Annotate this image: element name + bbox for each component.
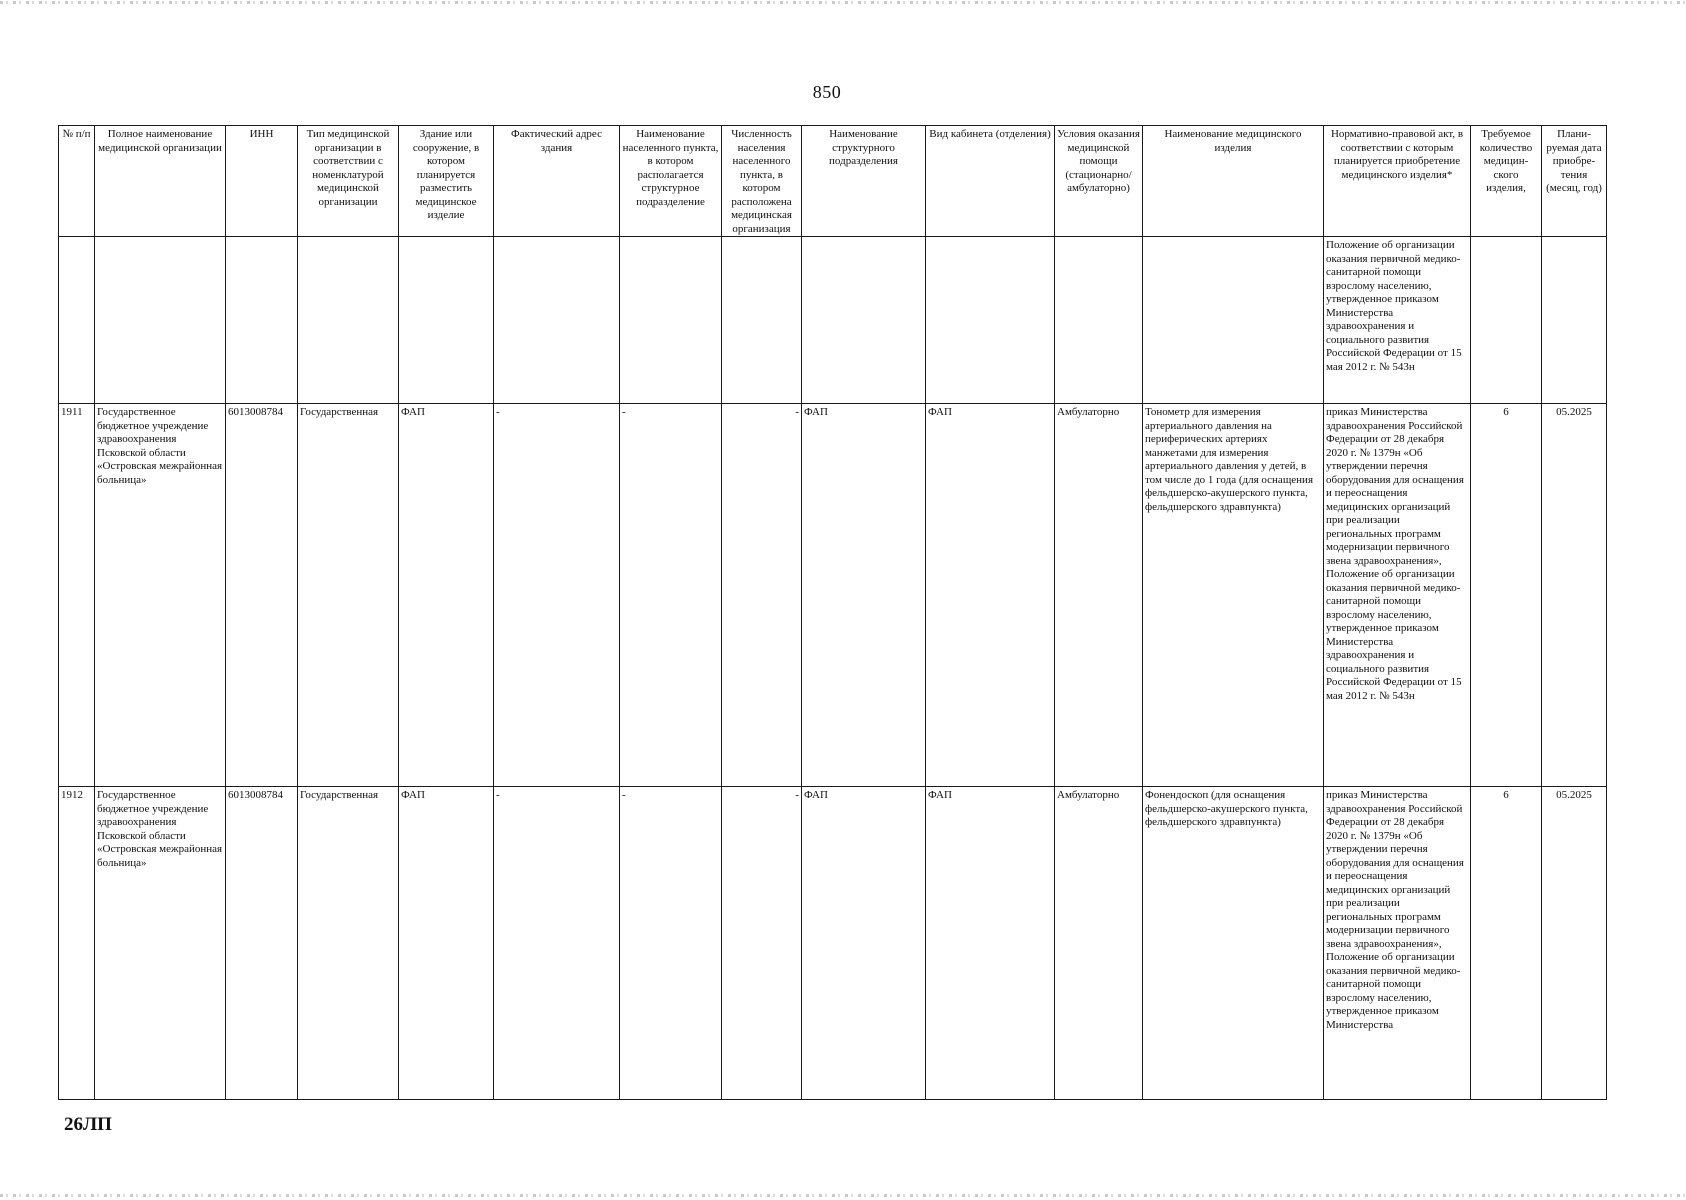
cell-org-name: Государственное бюджетное учреждение здравоохранения Псковской области «Островская межрайонная больница» <box>95 787 226 1100</box>
cell-conditions: Амбулаторно <box>1055 404 1143 787</box>
header-org-type: Тип медицинской организации в соответствии с номенклатурой медицинской организации <box>298 126 399 237</box>
table-cell <box>95 237 226 404</box>
cell-cabinet: ФАП <box>926 404 1055 787</box>
cell-unit: ФАП <box>802 787 926 1100</box>
table-cell <box>298 237 399 404</box>
page-number: 850 <box>812 82 842 102</box>
header-building: Здание или сооружение, в котором планируется разместить медицинское изделие <box>399 126 494 237</box>
cell-legal-act: Положение об организации оказания первичной медико-санитарной помощи взрослому населению, утвержденное приказом Министерства здравоохранения и социального развития Российской Федерации от 15 мая 2012 г. № 543н <box>1324 237 1471 404</box>
table-cell <box>620 237 722 404</box>
cell-building: ФАП <box>399 404 494 787</box>
table-row-continuation <box>59 237 1607 404</box>
header-org-name: Полное наименование медицинской организации <box>95 126 226 237</box>
cell-date: 05.2025 <box>1542 787 1607 1100</box>
cell-num: 1911 <box>59 404 95 787</box>
cell-unit: ФАП <box>802 404 926 787</box>
cell-num: 1912 <box>59 787 95 1100</box>
header-settlement: Наименование населенного пункта, в котором располагается структурное подразделение <box>620 126 722 237</box>
header-inn: ИНН <box>226 126 298 237</box>
cell-quantity: 6 <box>1471 787 1542 1100</box>
header-cabinet: Вид кабинета (отделения) <box>926 126 1055 237</box>
cell-inn: 6013008784 <box>226 787 298 1100</box>
cell-address: - <box>494 404 620 787</box>
cell-inn: 6013008784 <box>226 404 298 787</box>
table-cell <box>399 237 494 404</box>
cell-device: Тонометр для измерения артериального давления на периферических артериях манжетами для измерения артериального давления у детей, в том числе до 1 года (для оснащения фельдшерско-акушерского пункта, фельдшерского здравпункта) <box>1143 404 1324 787</box>
cell-population: - <box>722 404 802 787</box>
cell-date: 05.2025 <box>1542 404 1607 787</box>
cell-address: - <box>494 787 620 1100</box>
header-population: Численность населения населенного пункта, в котором расположена медицинская организация <box>722 126 802 237</box>
table-cell <box>1143 237 1324 404</box>
cell-settlement: - <box>620 404 722 787</box>
header-device: Наименование медицинского изделия <box>1143 126 1324 237</box>
table-cell <box>722 237 802 404</box>
cell-conditions: Амбулаторно <box>1055 787 1143 1100</box>
cell-legal-act: приказ Министерства здравоохранения Российской Федерации от 28 декабря 2020 г. № 1379н «Об утверждении перечня оборудования для оснащения и переоснащения медицинских организаций при реализации региональных программ модернизации первичного звена здравоохранения», Положение об организации оказания первичной медико-санитарной помощи взрослому населению, утвержденное приказом Министерства <box>1324 787 1471 1100</box>
cell-org-type: Государственная <box>298 404 399 787</box>
cell-population: - <box>722 787 802 1100</box>
table-cell <box>59 237 95 404</box>
table-cell <box>494 237 620 404</box>
table-cell <box>802 237 926 404</box>
cell-org-name: Государственное бюджетное учреждение здравоохранения Псковской области «Островская межрайонная больница» <box>95 404 226 787</box>
header-num: № п/п <box>59 126 95 237</box>
cell-settlement: - <box>620 787 722 1100</box>
header-date: Плани- руемая дата приобре- тения (месяц, год) <box>1542 126 1607 237</box>
table-header-row <box>59 126 1607 237</box>
scan-edge-bottom <box>0 1194 1686 1197</box>
scan-edge-top <box>0 1 1686 4</box>
cell-org-type: Государственная <box>298 787 399 1100</box>
table-cell <box>1055 237 1143 404</box>
header-unit: Наименование структурного подразделения <box>802 126 926 237</box>
table-cell <box>1471 237 1542 404</box>
footer-code: 26ЛП <box>64 1114 112 1135</box>
cell-cabinet: ФАП <box>926 787 1055 1100</box>
cell-quantity: 6 <box>1471 404 1542 787</box>
table-cell <box>1542 237 1607 404</box>
table-cell <box>226 237 298 404</box>
cell-building: ФАП <box>399 787 494 1100</box>
cell-legal-act: приказ Министерства здравоохранения Российской Федерации от 28 декабря 2020 г. № 1379н «Об утверждении перечня оборудования для оснащения и переоснащения медицинских организаций при реализации региональных программ модернизации первичного звена здравоохранения», Положение об организации оказания первичной медико-санитарной помощи взрослому населению, утвержденное приказом Министерства здравоохранения и социального развития Российской Федерации от 15 мая 2012 г. № 543н <box>1324 404 1471 787</box>
header-address: Фактический адрес здания <box>494 126 620 237</box>
table-row <box>59 787 1607 1100</box>
table-row <box>59 404 1607 787</box>
header-conditions: Условия оказания медицинской помощи (стационарно/ амбулаторно) <box>1055 126 1143 237</box>
cell-device: Фонендоскоп (для оснащения фельдшерско-акушерского пункта, фельдшерского здравпункта) <box>1143 787 1324 1100</box>
table-cell <box>926 237 1055 404</box>
equipment-table <box>58 125 1607 1100</box>
header-quantity: Требуемое количество медицин- ского изделия, <box>1471 126 1542 237</box>
header-legal-act: Нормативно-правовой акт, в соответствии с которым планируется приобретение медицинского изделия* <box>1324 126 1471 237</box>
